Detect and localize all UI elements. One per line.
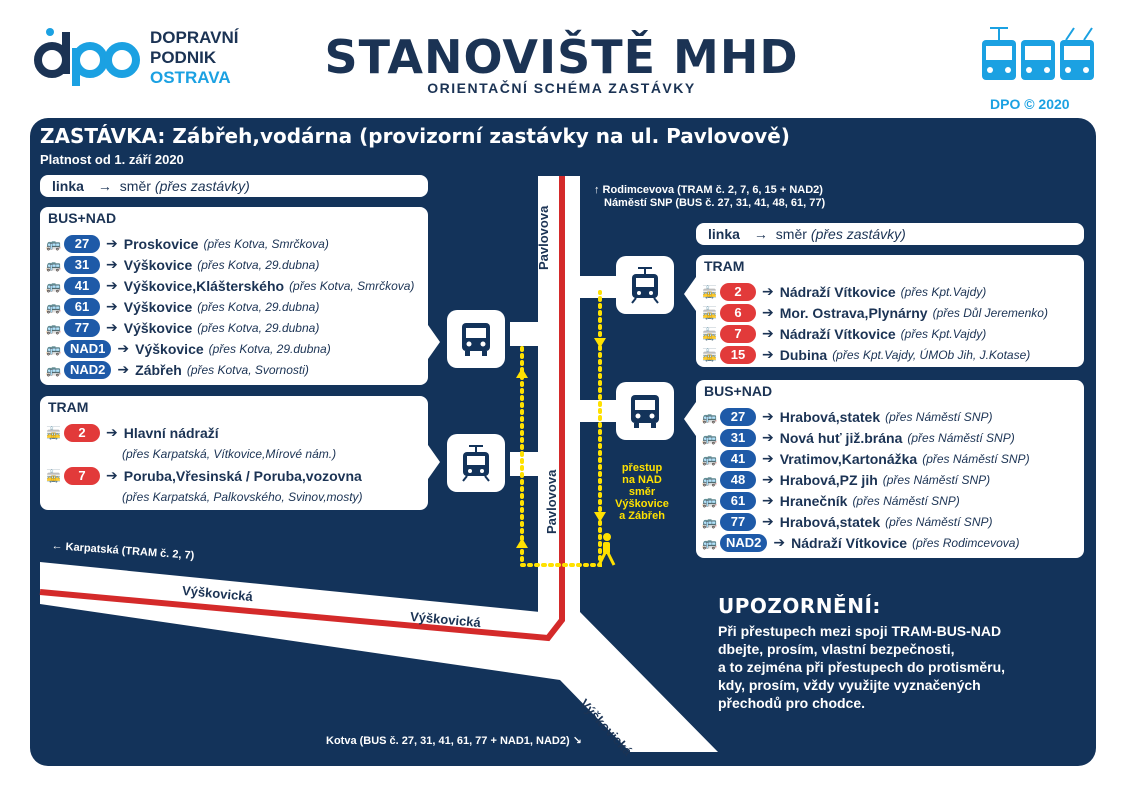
road-branch-right-upper	[578, 276, 616, 298]
tram-icon: 🚋	[702, 305, 717, 320]
line-badge: NAD2	[64, 361, 111, 379]
street-label-vyskovicka-2: Výškovická	[409, 608, 482, 631]
route-row	[46, 254, 414, 275]
road-branch-right-lower	[578, 400, 616, 422]
bus-stop-right-icon	[616, 382, 674, 440]
route-row	[46, 317, 414, 338]
street-label-pavlovova-upper: Pavlovova	[536, 205, 551, 270]
arrow-icon: ➔	[117, 361, 130, 377]
route-row	[46, 233, 414, 254]
pointer-tram-right	[684, 277, 696, 311]
arrow-icon: ➔	[762, 304, 774, 320]
legend-via: (přes zastávky)	[810, 226, 906, 242]
route-row	[46, 275, 414, 296]
route-row	[702, 532, 1030, 553]
stop-title: ZASTÁVKA: Zábřeh,vodárna (provizorní zastávky na ul. Pavlovově)	[40, 124, 790, 148]
legend-direction: směr	[119, 178, 151, 194]
tram-icon: 🚋	[702, 326, 717, 341]
arrow-icon: ➔	[106, 298, 118, 314]
transfer-arrow-down-2	[594, 512, 606, 522]
bus-icon: 🚌	[46, 320, 61, 335]
via-stops: (přes Náměstí SNP)	[885, 514, 993, 529]
destination: Mor. Ostrava,Plynárny	[779, 304, 928, 321]
via-stops: (přes Náměstí SNP)	[907, 430, 1015, 445]
transfer-note-line: na NAD	[622, 474, 662, 486]
line-badge: 77	[64, 319, 100, 337]
route-row	[702, 511, 1030, 532]
via-stops: (přes Kpt.Vajdy, ÚMOb Jih, J.Kotase)	[832, 347, 1031, 362]
legend-arrow: →	[753, 226, 768, 242]
right-tram-box	[696, 255, 1084, 367]
transfer-arrow-up	[516, 368, 528, 378]
line-badge: 31	[720, 429, 756, 447]
via-stops: (přes Kpt.Vajdy)	[900, 326, 987, 341]
street-label-vyskovicka-3: Výškovická	[576, 696, 636, 759]
north-note-2: Náměstí SNP (BUS č. 27, 31, 41, 48, 61, 77)	[604, 197, 826, 209]
route-row	[702, 281, 1048, 302]
arrow-icon: ➔	[762, 346, 774, 362]
legend-via: (přes zastávky)	[154, 178, 250, 194]
destination: Vratimov,Kartonážka	[779, 450, 918, 467]
via-stops: (přes Kotva, 29.dubna)	[197, 257, 320, 272]
right-tram-title: TRAM	[704, 258, 745, 274]
legend-direction: směr	[775, 226, 807, 242]
bus-icon: 🚌	[702, 472, 717, 487]
route-row	[702, 427, 1030, 448]
bus-icon: 🚌	[702, 451, 717, 466]
arrow-icon: ➔	[106, 467, 118, 483]
destination: Nádraží Vítkovice	[779, 283, 896, 300]
destination: Hlavní nádraží	[123, 424, 219, 441]
via-stops: (přes Náměstí SNP)	[922, 451, 1030, 466]
legend-right	[696, 223, 1084, 245]
logo-line-1: DOPRAVNÍ	[150, 28, 239, 47]
arrow-icon: ➔	[106, 235, 118, 251]
route-row	[702, 448, 1030, 469]
arrow-icon: ➔	[773, 534, 786, 550]
via-stops: (přes Karpatská, Palkovského, Svinov,mosty)	[122, 490, 363, 504]
warning-title: UPOZORNĚNÍ:	[718, 594, 881, 618]
logo-line-2: PODNIK	[150, 48, 217, 67]
tram-icon: 🚋	[702, 347, 717, 362]
warning-text	[718, 622, 1005, 712]
tram-stop-left-icon	[447, 434, 505, 492]
street-label-pavlovova-lower: Pavlovova	[544, 469, 559, 534]
logo-line-3: OSTRAVA	[150, 68, 231, 87]
via-stops: (přes Náměstí SNP)	[882, 472, 991, 487]
pointer-bus-left	[428, 325, 440, 359]
road-branch-left-lower	[510, 452, 540, 476]
left-bus-list	[46, 233, 414, 380]
right-tram-list	[702, 281, 1048, 365]
bus-icon: 🚌	[46, 362, 61, 377]
route-row	[702, 323, 1048, 344]
route-row	[702, 469, 1030, 490]
north-note-1: ↑ Rodimcevova (TRAM č. 2, 7, 6, 15 + NAD2)	[594, 184, 823, 196]
route-row	[702, 344, 1048, 365]
bus-icon: 🚌	[702, 535, 717, 550]
south-note: Kotva (BUS č. 27, 31, 41, 61, 77 + NAD1, NAD2) ↘	[326, 735, 582, 747]
destination: Výškovice	[135, 340, 204, 357]
warning-line: a to zejména při přestupech do protisměru,	[718, 659, 1006, 675]
warning-line: dbejte, prosím, vlastní bezpečnosti,	[718, 641, 955, 657]
right-bus-list	[702, 406, 1030, 553]
validity-date: Platnost od 1. září 2020	[40, 152, 184, 167]
arrow-icon: ➔	[762, 450, 774, 466]
line-badge: 27	[720, 408, 756, 426]
arrow-icon: ➔	[106, 277, 118, 293]
bus-icon: 🚌	[702, 409, 717, 424]
right-bus-title: BUS+NAD	[704, 383, 773, 399]
via-stops: (přes Náměstí SNP)	[885, 409, 993, 424]
via-stops: (přes Kotva, 29.dubna)	[197, 320, 320, 335]
page-title: STANOVIŠTĚ MHD	[324, 30, 799, 84]
destination: Nová huť již.brána	[779, 429, 903, 446]
destination: Hrabová,statek	[779, 513, 881, 530]
west-note: ← Karpatská (TRAM č. 2, 7)	[51, 540, 195, 562]
arrow-icon: ➔	[762, 513, 774, 529]
line-badge: 31	[64, 256, 100, 274]
right-bus-box	[696, 380, 1084, 558]
arrow-icon: ➔	[106, 424, 118, 440]
destination: Výškovice	[123, 319, 193, 336]
destination: Proskovice	[123, 235, 199, 252]
arrow-icon: ➔	[762, 471, 774, 487]
line-badge: NAD1	[64, 340, 111, 358]
legend-arrow: →	[97, 178, 112, 194]
destination: Poruba,Vřesinská / Poruba,vozovna	[123, 467, 362, 484]
road-branch-left-upper	[510, 322, 540, 346]
line-badge: 77	[720, 513, 756, 531]
via-stops: (přes Náměstí SNP)	[852, 493, 960, 508]
via-stops: (přes Kotva, 29.dubna)	[197, 299, 320, 314]
via-stops: (přes Kotva, Svornosti)	[186, 362, 309, 377]
copyright: DPO © 2020	[990, 96, 1070, 112]
tram-icon: 🚋	[702, 284, 717, 299]
tram-icon: 🚋	[46, 425, 61, 440]
bus-icon: 🚌	[46, 257, 61, 272]
bus-icon: 🚌	[702, 514, 717, 529]
left-tram-box	[40, 396, 428, 510]
line-badge: 2	[720, 283, 756, 301]
route-row	[46, 465, 363, 486]
destination: Výškovice	[123, 298, 193, 315]
destination: Hrabová,PZ jih	[779, 471, 878, 488]
transfer-arrow-down	[594, 338, 606, 348]
warning-line: Při přestupech mezi spoji TRAM-BUS-NAD	[718, 623, 1002, 639]
left-bus-title: BUS+NAD	[48, 210, 117, 226]
arrow-icon: ➔	[762, 408, 774, 424]
line-badge: 15	[720, 346, 756, 364]
arrow-icon: ➔	[106, 319, 118, 335]
warning-line: přechodů pro chodce.	[718, 695, 866, 711]
line-badge: 61	[720, 492, 756, 510]
pointer-bus-right	[684, 402, 696, 436]
destination: Nádraží Vítkovice	[779, 325, 896, 342]
via-stops: (přes Rodimcevova)	[912, 535, 1020, 550]
bus-stop-left-icon	[447, 310, 505, 368]
via-stops: (přes Kotva, Smrčkova)	[203, 236, 329, 251]
line-badge: 7	[64, 467, 100, 485]
destination: Hrabová,statek	[779, 408, 881, 425]
bus-icon: 🚌	[702, 493, 717, 508]
arrow-icon: ➔	[762, 492, 774, 508]
transfer-note	[612, 462, 672, 522]
arrow-icon: ➔	[762, 283, 774, 299]
destination: Výškovice,Klášterského	[123, 277, 285, 294]
line-badge: 41	[720, 450, 756, 468]
via-stops: (přes Kotva, Smrčkova)	[289, 278, 415, 293]
line-badge: 27	[64, 235, 100, 253]
legend-line: linka	[52, 178, 84, 194]
arrow-icon: ➔	[106, 256, 118, 272]
transfer-note-line: Výškovice	[615, 498, 669, 510]
route-row	[46, 338, 414, 359]
bus-icon: 🚌	[46, 341, 61, 356]
bus-icon: 🚌	[46, 236, 61, 251]
via-stops: (přes Kotva, 29.dubna)	[208, 341, 331, 356]
transfer-note-line: a Zábřeh	[619, 510, 665, 522]
route-row	[46, 422, 363, 443]
line-badge: 41	[64, 277, 100, 295]
route-row	[702, 490, 1030, 511]
route-row	[702, 406, 1030, 427]
arrow-icon: ➔	[762, 325, 774, 341]
left-tram-title: TRAM	[48, 399, 89, 415]
bus-icon: 🚌	[702, 430, 717, 445]
line-badge: NAD2	[720, 534, 767, 552]
street-label-vyskovicka-1: Výškovická	[181, 582, 254, 605]
road-vyskovicka	[40, 562, 718, 752]
route-row	[702, 302, 1048, 323]
destination: Hranečník	[779, 492, 848, 509]
transfer-note-line: směr	[628, 486, 656, 498]
legend-line: linka	[708, 226, 740, 242]
warning-line: kdy, prosím, vždy využijte vyznačených	[718, 677, 981, 693]
page-subtitle: ORIENTAČNÍ SCHÉMA ZASTÁVKY	[427, 80, 696, 96]
route-row	[46, 296, 414, 317]
destination: Nádraží Vítkovice	[791, 534, 908, 551]
bus-icon: 🚌	[46, 299, 61, 314]
line-badge: 48	[720, 471, 756, 489]
tram-icon: 🚋	[46, 468, 61, 483]
line-badge: 7	[720, 325, 756, 343]
arrow-icon: ➔	[117, 340, 130, 356]
line-badge: 6	[720, 304, 756, 322]
via-stops: (přes Kpt.Vajdy)	[900, 284, 987, 299]
line-badge: 2	[64, 424, 100, 442]
left-bus-box	[40, 207, 428, 385]
route-row	[46, 359, 414, 380]
arrow-icon: ➔	[762, 429, 774, 445]
destination: Dubina	[779, 346, 828, 363]
destination: Výškovice	[123, 256, 193, 273]
legend-left	[40, 175, 428, 197]
via-stops: (přes Důl Jeremenko)	[932, 305, 1048, 320]
line-badge: 61	[64, 298, 100, 316]
left-tram-list	[46, 422, 363, 508]
transfer-note-line: přestup	[621, 462, 663, 474]
tram-stop-right-icon	[616, 256, 674, 314]
bus-icon: 🚌	[46, 278, 61, 293]
via-stops: (přes Karpatská, Vítkovice,Mírové nám.)	[122, 447, 337, 461]
pointer-tram-left	[428, 445, 440, 479]
transfer-arrow-up-2	[516, 538, 528, 548]
destination: Zábřeh	[135, 361, 182, 378]
